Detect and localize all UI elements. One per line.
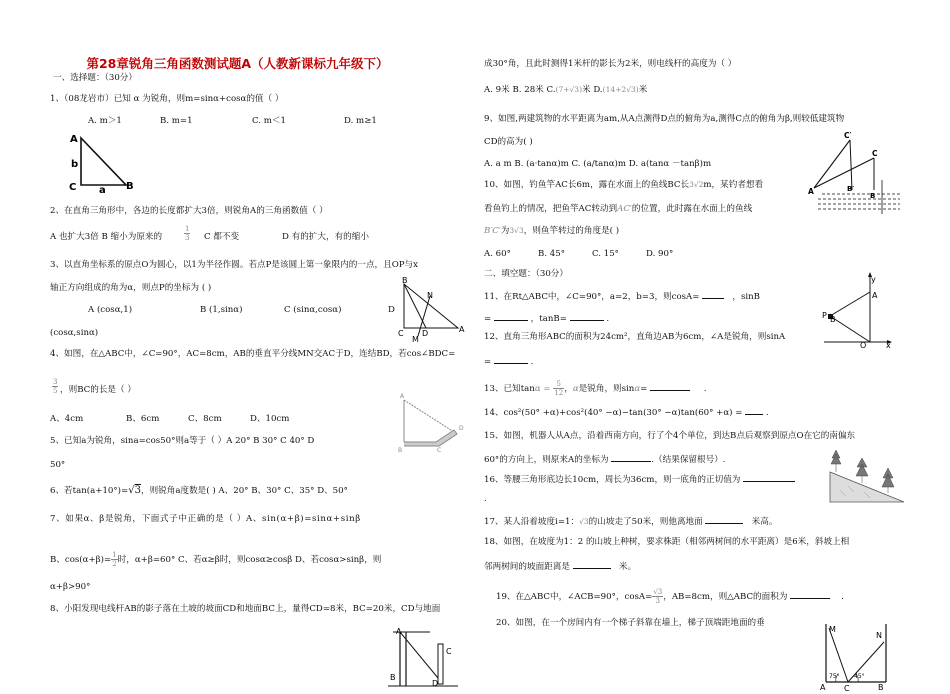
q1-option-d: D. m≥1 bbox=[344, 116, 377, 126]
q3-option-b: B (1,sinα) bbox=[200, 305, 243, 315]
question-18-line1: 18、如图，在坡度为1：2 的山坡上种树，要求株距（相邻两树间的水平距离）是6米，斜坡上相 bbox=[484, 537, 850, 547]
q6-options: ，则锐角a度数是( ) A、20° B、30° C、35° D、50° bbox=[140, 486, 348, 496]
question-3-line1: 3、以直角坐标系的原点O为圆心，以1为半径作圆。若点P是该圆上第一象限内的一点，且OP与x bbox=[50, 260, 419, 270]
q3-option-a: A (cosα,1) bbox=[88, 305, 133, 315]
question-5: 5、已知a为锐角，sina=cos50°则a等于（ ）A 20° B 30° C 40° D bbox=[50, 436, 315, 446]
q1-label-b-side: b bbox=[71, 159, 79, 170]
q12-label-p: P bbox=[822, 311, 827, 320]
q11-sinb-label: ，sinB bbox=[732, 292, 760, 302]
q19-fraction bbox=[652, 588, 663, 605]
q3-label-m: M bbox=[412, 335, 419, 344]
q10-line3-word: 为 bbox=[500, 226, 510, 236]
q4-label-b: B bbox=[398, 447, 403, 454]
question-5-tail: 50° bbox=[50, 460, 66, 470]
q15-tail: .（结果保留根号）. bbox=[651, 455, 726, 465]
question-18-line2 bbox=[484, 560, 636, 573]
q3-label-n: N bbox=[427, 291, 433, 300]
q2-option-a-b: A 也扩大3倍 B 缩小为原来的 bbox=[50, 232, 163, 242]
q10-fishing-figure bbox=[808, 128, 904, 220]
q10-label-c-prime: C′ bbox=[844, 131, 852, 140]
q18-stem: 邻两树间的坡面距离是 bbox=[484, 562, 570, 572]
q12-label-x: x bbox=[886, 341, 891, 350]
q10-bc-prime-value: 3√3 bbox=[509, 226, 524, 235]
q13-alpha-3: α bbox=[634, 384, 641, 394]
q3-option-d: D bbox=[388, 305, 395, 315]
q20-label-m: M bbox=[829, 625, 836, 634]
q1-label-a: A bbox=[70, 134, 78, 145]
question-20: 20、如图，在一个房间内有一个梯子斜靠在墙上，梯子顶端距地面的垂 bbox=[496, 618, 765, 628]
q12-label-o: O bbox=[860, 341, 867, 350]
q4-option-c: C、8cm bbox=[188, 414, 222, 424]
q4-option-d: D、10cm bbox=[250, 414, 290, 424]
question-10-line3 bbox=[484, 225, 619, 237]
q4-label-d: D bbox=[459, 425, 464, 432]
q13-alpha-2: α bbox=[572, 384, 579, 394]
q15-blank[interactable] bbox=[611, 453, 651, 462]
q1-option-c: C. m＜1 bbox=[252, 116, 286, 126]
question-16 bbox=[484, 473, 795, 486]
q19-stem: 19、在△ABC中，∠ACB=90°，cosA= bbox=[496, 592, 653, 602]
q12-blank-sina[interactable] bbox=[494, 355, 528, 364]
question-2: 2、在直角三角形中，各边的长度都扩大3倍，则锐角A的三角函数值（ ） bbox=[50, 206, 328, 216]
q14-blank[interactable] bbox=[745, 406, 763, 415]
q10-label-c: C bbox=[872, 149, 878, 158]
q11-tanb-label: ，tanB= bbox=[530, 314, 567, 324]
question-4-line1: 4、如图，在△ABC中，∠C=90°，AC=8cm，AB的垂直平分线MN交AC于D，连结BD，若cos∠BDC= bbox=[50, 349, 456, 359]
q11-stem: 11、在Rt△ABC中，∠C=90°，a=2，b=3，则cosA= bbox=[484, 292, 700, 302]
section-heading-choice: 一、选择题：（30分） bbox=[53, 73, 137, 83]
question-12-line1: 12、直角三角形ABC的面积为24cm²，直角边AB为6cm，∠A是锐角，则sinA bbox=[484, 332, 786, 342]
question-1: 1、（08龙岩市）已知 α 为锐角，则m=sinα+cosα的值（ ） bbox=[50, 94, 284, 104]
q13-comma: ， bbox=[564, 384, 573, 394]
q7-option-b-tail: 时，α+β=60° C、若α≥β时，则cosα≥cosβ D、若cosα>sinβ，则 bbox=[117, 555, 382, 565]
q9-options: A. a m B. (a·tanα)m C. (a/tanα)m D. a(tanα －tanβ)m bbox=[484, 159, 712, 169]
q19-mid: ，AB=8cm，则△ABC的面积为 bbox=[663, 592, 788, 602]
question-7-line1: 7、如果α、β是锐角，下面式子中正确的是（ ）A、sin(α+β)=sinα+sinβ bbox=[50, 514, 361, 524]
q10-line2-tail: 的位置，此时露在水面上的鱼线 bbox=[631, 204, 753, 214]
q4-frac-den: 5 bbox=[53, 387, 58, 395]
question-11-line2: = ，tanB= . bbox=[484, 314, 610, 324]
q18-unit: 米。 bbox=[618, 562, 637, 572]
q4-frac-num: 3 bbox=[53, 378, 58, 386]
q19-frac-num: √3 bbox=[653, 588, 663, 596]
question-9-line1: 9、如图,两建筑物的水平距离为am,从A点测得D点的俯角为a,测得C点的俯角为β,则较低建筑物 bbox=[484, 114, 845, 124]
q4-option-a: A、4cm bbox=[50, 414, 84, 424]
q8-label-b: B bbox=[390, 673, 396, 682]
q15-stem: 60°的方向上，则原来A的坐标为 bbox=[484, 455, 609, 465]
q3-option-d-value: (cosα,sinα) bbox=[50, 328, 99, 338]
q11-blank-sinb[interactable] bbox=[494, 312, 528, 321]
q3-label-d: D bbox=[422, 329, 429, 338]
q13-equals: = bbox=[640, 384, 648, 394]
q1-label-a-side: a bbox=[99, 185, 106, 196]
q4-label-c: C bbox=[437, 447, 442, 454]
q2-fraction bbox=[184, 225, 190, 242]
q1-option-a: A. m＞1 bbox=[88, 116, 122, 126]
q19-frac-den: 3 bbox=[655, 597, 660, 605]
q18-hill-trees-figure bbox=[828, 442, 912, 506]
question-6: 6、若tan(a+10°)=√3，则锐角a度数是( ) A、20° B、30° C、35° D、50° bbox=[50, 485, 348, 496]
section-heading-fill: 二、填空题：（30分） bbox=[484, 269, 568, 279]
page-title: 第28章锐角三角函数测试题A（人教新课标九年级下） bbox=[86, 56, 389, 71]
q6-stem: 6、若tan(a+10°)= bbox=[50, 486, 129, 496]
question-9-line2: CD的高为( ) bbox=[484, 137, 533, 147]
q10-option-c: C. 15° bbox=[592, 249, 619, 259]
q11-blank-cosa[interactable] bbox=[702, 290, 724, 299]
q10-ac-prime: AC′ bbox=[617, 204, 632, 214]
q10-option-d: D. 90° bbox=[646, 249, 674, 259]
q8-option-d-unit: 米 bbox=[638, 85, 648, 95]
q14-expression: 14、cos²(50° +α)+cos²(40° −α)−tan(30° −α)tan(60° +α) = bbox=[484, 408, 743, 418]
q10-option-a: A. 60° bbox=[484, 249, 511, 259]
q12-label-a: A bbox=[872, 291, 878, 300]
q12-label-b: B bbox=[830, 315, 836, 324]
question-8: 8、小阳发现电线杆AB的影子落在土坡的坡面CD和地面BC上，量得CD=8米，BC=20米，CD与地面 bbox=[50, 604, 441, 614]
q10-option-b: B. 45° bbox=[538, 249, 566, 259]
question-11-line1 bbox=[484, 290, 760, 303]
q19-blank[interactable] bbox=[790, 590, 830, 599]
q10-label-b-prime: B′ bbox=[847, 185, 855, 193]
q13-blank[interactable] bbox=[650, 382, 690, 391]
q20-label-c: C bbox=[844, 684, 850, 693]
q4-option-b: B、6cm bbox=[126, 414, 160, 424]
q13-stem: 13、已知tan bbox=[484, 384, 535, 394]
q17-blank[interactable] bbox=[705, 515, 743, 524]
q16-stem: 16、等腰三角形底边长10cm，周长为36cm，则一底角的正切值为 bbox=[484, 475, 741, 485]
q1-label-c: C bbox=[69, 182, 77, 193]
q2-frac-num: 1 bbox=[185, 225, 190, 233]
q13-frac-num: 5 bbox=[553, 380, 564, 389]
q10-line2-stem: 看鱼钓上的情况，把鱼竿AC转动到 bbox=[484, 204, 618, 214]
q7-frac-den: 2 bbox=[112, 560, 117, 568]
q8-options-ab: A. 9米 B. 28米 C. bbox=[484, 85, 556, 95]
q7-frac-num: 1 bbox=[112, 551, 117, 559]
q20-label-angle-45: 45° bbox=[854, 673, 865, 680]
question-8-continued: 成30°角，且此时测得1米杆的影长为2米，则电线杆的高度为（ ） bbox=[484, 59, 737, 69]
q13-fraction bbox=[553, 380, 564, 397]
q2-option-d: D 有的扩大，有的缩小 bbox=[282, 232, 369, 242]
q18-blank[interactable] bbox=[573, 560, 611, 569]
q8-pole-figure bbox=[388, 626, 464, 690]
q3-label-a: A bbox=[459, 325, 465, 334]
q10-label-a: A bbox=[808, 187, 814, 196]
question-14: 14、cos²(50° +α)+cos²(40° −α)−tan(30° −α)tan(60° +α) = . bbox=[484, 408, 769, 418]
q20-label-a: A bbox=[820, 683, 826, 692]
q2-frac-den: 3 bbox=[185, 234, 190, 242]
q20-label-n: N bbox=[876, 631, 882, 640]
q3-label-c: C bbox=[398, 329, 404, 338]
question-15-line2 bbox=[484, 453, 726, 466]
q7-option-b-stem: B、cos(α+β)= bbox=[50, 555, 112, 565]
q10-line3-tail: ，则鱼竿转过的角度是( ) bbox=[523, 226, 620, 236]
q13-mid: 是锐角，则sin bbox=[578, 384, 635, 394]
q10-line1-stem: 10、如图，钓鱼竿AC长6m，露在水面上的鱼线BC长 bbox=[484, 180, 690, 190]
q3-label-b: B bbox=[402, 276, 408, 285]
q8-option-d-expr: 14+2√3 bbox=[605, 85, 636, 94]
q10-bc-prime: B′C′ bbox=[484, 226, 501, 236]
question-10-line2 bbox=[484, 204, 752, 215]
q8-label-c: C bbox=[446, 647, 452, 656]
q11-equals: = bbox=[484, 314, 492, 324]
q12-coordinate-figure bbox=[820, 270, 894, 350]
question-12-line2: = . bbox=[484, 357, 534, 367]
q16-blank[interactable] bbox=[743, 473, 795, 482]
q20-label-angle-75: 75° bbox=[829, 673, 840, 680]
q6-sqrt-value: 3 bbox=[134, 485, 141, 496]
q8-option-c-expr: 7+√3 bbox=[558, 85, 580, 94]
q10-label-b: B bbox=[870, 192, 876, 200]
q8-label-d: D bbox=[432, 679, 439, 688]
q8-options: A. 9米 B. 28米 C.(7+√3)米 D.(14+2√3)米 bbox=[484, 85, 648, 95]
q8-option-c-unit: 米 D. bbox=[582, 85, 603, 95]
q12-equals: = bbox=[484, 357, 492, 367]
q4-triangle-figure bbox=[394, 390, 470, 452]
question-4-line2: ，则BC的长是（ ） bbox=[60, 385, 136, 395]
q20-label-b: B bbox=[878, 683, 884, 692]
q10-bc-value: 3√2 bbox=[689, 180, 704, 189]
question-19 bbox=[496, 588, 844, 605]
q16-dot: . bbox=[484, 494, 487, 504]
q19-dot: . bbox=[841, 592, 844, 602]
q20-ladder-figure bbox=[816, 622, 896, 692]
question-15-line1: 15、如图，机器人从A点，沿着西南方向，行了个4个单位，到达B点后观察到原点O在它的南偏东 bbox=[484, 431, 856, 441]
q13-alpha-1: α bbox=[534, 384, 541, 394]
q1-label-b: B bbox=[126, 181, 134, 192]
q1-option-b: B. m=1 bbox=[160, 116, 193, 126]
q10-line1-tail: m，某钓者想看 bbox=[703, 180, 764, 190]
q2-option-c: C 都不变 bbox=[204, 232, 240, 242]
q3-option-c: C (sinα,cosα) bbox=[284, 305, 342, 315]
q1-triangle-figure bbox=[66, 132, 146, 196]
question-13: 13、已知tanα = $\frac{5}{12}$ ，α是锐角，则sinα= . bbox=[484, 380, 707, 397]
q12-label-y: y bbox=[871, 275, 876, 284]
q13-frac-den: 12 bbox=[554, 389, 564, 397]
q17-mid: 的山坡走了50米，则他离地面 bbox=[588, 517, 703, 527]
question-3-line2: 轴正方向组成的角为α，则点P的坐标为 ( ) bbox=[50, 283, 212, 293]
q17-sqrt-value: √3 bbox=[579, 517, 589, 526]
q17-unit: 米高。 bbox=[751, 517, 778, 527]
q3-triangle-figure bbox=[396, 276, 468, 342]
q4-label-a: A bbox=[400, 393, 405, 400]
question-10-line1 bbox=[484, 179, 763, 191]
q8-label-a: A bbox=[396, 627, 402, 636]
q17-stem: 17、某人沿着坡度i=1： bbox=[484, 517, 580, 527]
q4-fraction bbox=[52, 378, 58, 395]
q11-blank-tanb[interactable] bbox=[570, 312, 604, 321]
question-7-line3: α+β>90° bbox=[50, 582, 91, 592]
question-7-line2 bbox=[50, 551, 381, 568]
question-17 bbox=[484, 515, 777, 528]
